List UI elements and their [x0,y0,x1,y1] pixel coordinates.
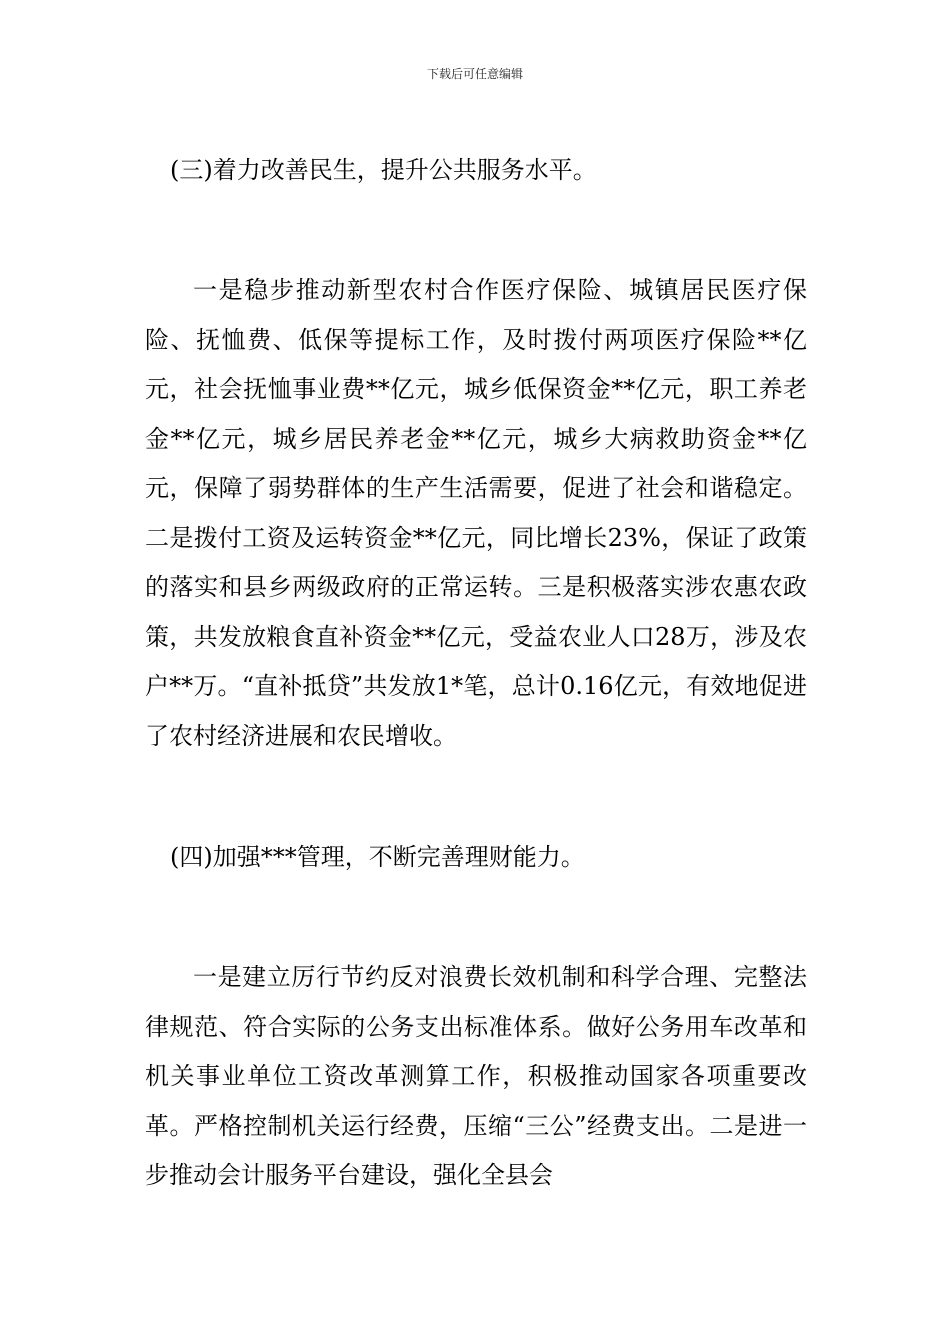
paragraph-spacer [145,761,807,833]
paragraph-spacer [145,194,807,266]
document-body [145,146,807,1201]
section-paragraph-4: 一是建立厉行节约反对浪费长效机制和科学合理、完整法律规范、符合实际的公务支出标准体系。做好公务用车改革和机关事业单位工资改革测算工作，积极推动国家各项重要改革。严格控制机关运行经费，压缩“三公”经费支出。二是进一步推动会计服务平台建设，强化全县会 [145,963,807,1189]
section-heading-4: (四)加强***管理，不断完善理财能力。 [170,843,585,871]
section-paragraph-3: 一是稳步推动新型农村合作医疗保险、城镇居民医疗保险、抚恤费、低保等提标工作，及时拨付两项医疗保险**亿元，社会抚恤事业费**亿元，城乡低保资金**亿元，职工养老金**亿元，城乡居民养老金**亿元，城乡大病救助资金**亿元，保障了弱势群体的生产生活需要，促进了社会和谐稳定。二是拨付工资及运转资金**亿元，同比增长23%，保证了政策的落实和县乡两级政府的正常运转。三是积极落实涉农惠农政策，共发放粮食直补资金**亿元，受益农业人口28万，涉及农户**万。“直补抵贷”共发放1*笔，总计0.16亿元，有效地促进了农村经济进展和农民增收。 [145,276,807,750]
section-heading-3: (三)着力改善民生，提升公共服务水平。 [170,156,597,184]
page-header: 下载后可任意编辑 [426,67,523,81]
paragraph-spacer [145,881,807,953]
